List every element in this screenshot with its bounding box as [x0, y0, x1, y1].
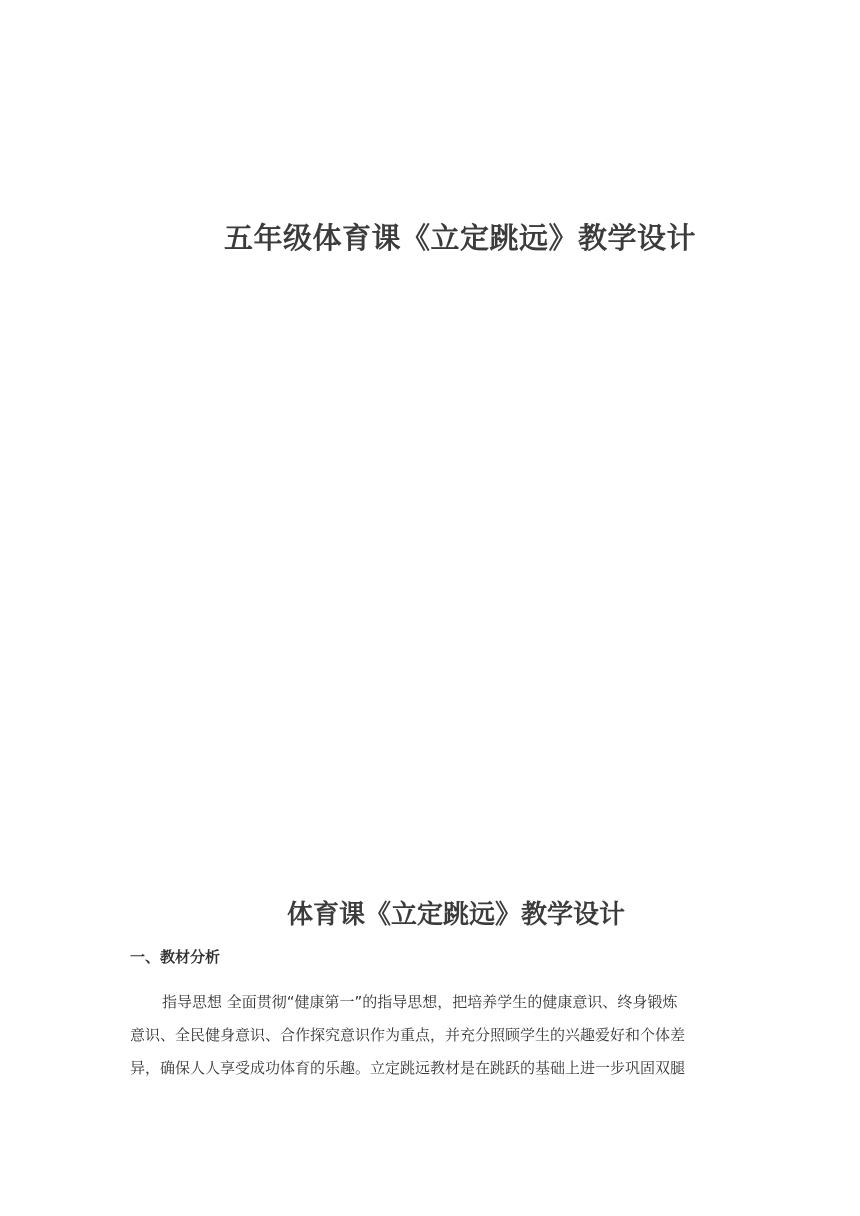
- section-heading-analysis: 一、教材分析: [130, 948, 221, 966]
- document-title: 体育课《立定跳远》教学设计: [286, 900, 625, 930]
- paragraph-line: 异，确保人人享受成功体育的乐趣。立定跳远教材是在跳跃的基础上进一步巩固双腿: [130, 1059, 686, 1077]
- paragraph-line: 意识、全民健身意识、合作探究意识作为重点，并充分照顾学生的兴趣爱好和个体差: [130, 1026, 686, 1044]
- body-paragraph: [130, 986, 730, 1085]
- paragraph-line: 指导思想 全面贯彻“健康第一”的指导思想，把培养学生的健康意识、终身锻炼: [162, 993, 678, 1011]
- cover-title: 五年级体育课《立定跳远》教学设计: [223, 221, 696, 255]
